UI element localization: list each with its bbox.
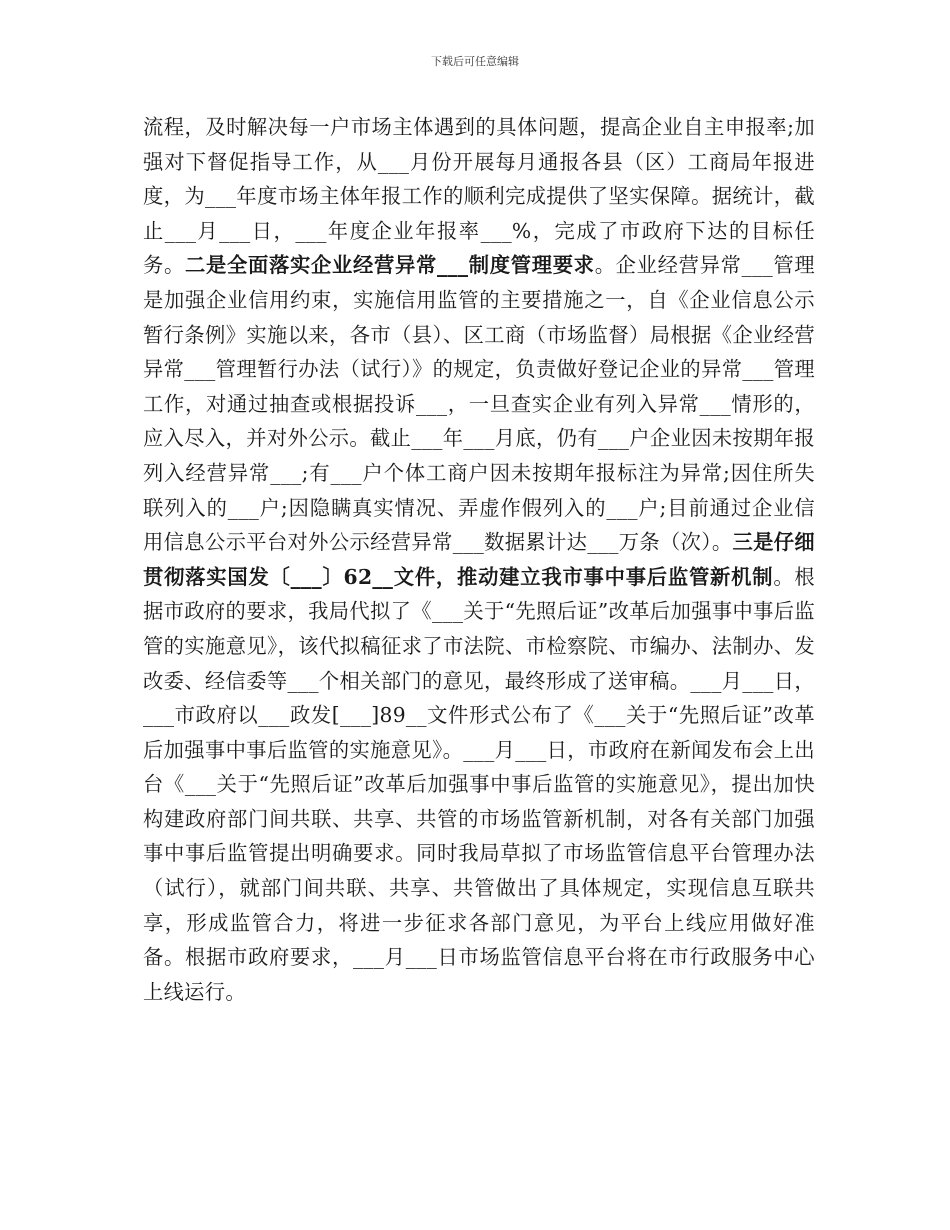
paragraph-segment: 。企业经营异常___管理是加强企业信用约束，实施信用监管的主要措施之一，自《企业信息公示暂行条例》实施以来，各市（县）、区工商（市场监督）局根据《企业经营异常___管理暂行办法（试行）》的规定，负责做好登记企业的异常___管理工作，对通过抽查或根据投诉___，一旦查实企业有列入异常___情形的，应入尽入，并对外公示。截止___年___月底，仍有___户企业因未按期年报列入经营异常___;有___户个体工商户因未按期年报标注为异常;因住所失联列入的___户;因隐瞒真实情况、弄虚作假列入的___户;目前通过企业信用信息公示平台对外公示经营异常___数据累计达___万条（次）。 (143, 253, 815, 555)
paragraph-segment: 流程，及时解决每一户市场主体遇到的具体问题，提高企业自主申报率;加强对下督促指导工作，从___月份开展每月通报各县（区）工商局年报进度，为___年度市场主体年报工作的顺利完成提供了坚实保障。据统计，截止___月___日，___年度企业年报率___%，完成了市政府下达的目标任务。 (143, 115, 815, 278)
page-header-caption: 下载后可任意编辑 (431, 55, 519, 68)
paragraph-segment: 。根据市政府的要求，我局代拟了《___关于“先照后证”改革后加强事中事后监管的实施意见》，该代拟稿征求了市法院、市检察院、市编办、法制办、发改委、经信委等___个相关部门的意见，最终形成了送审稿。___月___日，___市政府以___政发[___]89__文件形式公布了《___关于“先照后证”改革后加强事中事后监管的实施意见》。___月___日，市政府在新闻发布会上出台《___关于“先照后证”改革后加强事中事后监管的实施意见》，提出加快构建政府部门间共联、共享、共管的市场监管新机制，对各有关部门加强事中事后监管提出明确要求。同时我局草拟了市场监管信息平台管理办法（试行），就部门间共联、共享、共管做出了具体规定，实现信息互联共享，形成监管合力，将进一步征求各部门意见，为平台上线应用做好准备。根据市政府要求，___月___日市场监管信息平台将在市行政服务中心上线运行。 (143, 564, 815, 1004)
bold-heading-segment: 二是全面落实企业经营异常___制度管理要求 (185, 253, 595, 278)
bold-heading-segment: 三是仔细贯彻落实国发〔___〕62__文件，推动建立我市事中事后监管新机制 (143, 530, 815, 589)
body-paragraph (143, 110, 815, 1009)
